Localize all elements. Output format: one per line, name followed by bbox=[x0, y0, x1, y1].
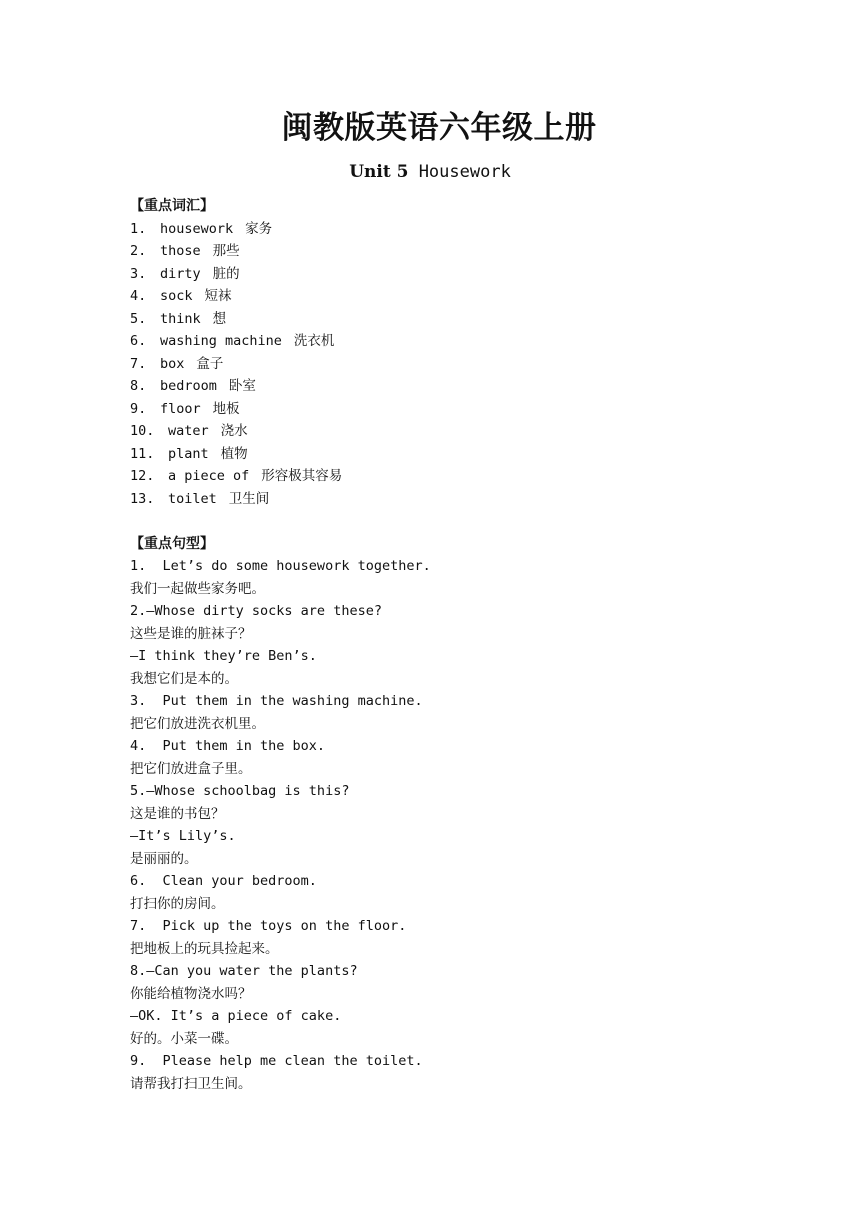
sentence-en: —OK. It’s a piece of cake. bbox=[130, 1008, 342, 1024]
sentence-zh: 我们一起做些家务吧。 bbox=[130, 580, 265, 597]
sentence-en: 6. Clean your bedroom. bbox=[130, 873, 317, 889]
unit-title bbox=[0, 158, 860, 186]
sentence-en: 9. Please help me clean the toilet. bbox=[130, 1053, 423, 1069]
vocab-item: 4. sock 短袜 bbox=[130, 288, 232, 304]
vocab-item: 7. box 盒子 bbox=[130, 355, 224, 372]
unit-label: Unit 5 bbox=[349, 162, 409, 182]
sentence-zh: 是丽丽的。 bbox=[130, 850, 198, 867]
sentence-en: 1. Let’s do some housework together. bbox=[130, 558, 431, 574]
sentence-zh: 请帮我打扫卫生间。 bbox=[130, 1075, 252, 1092]
sentence-list bbox=[130, 555, 750, 1095]
sentence-zh: 把地板上的玩具捡起来。 bbox=[130, 940, 279, 957]
document-body bbox=[130, 195, 750, 1095]
document-title: 闽教版英语六年级上册 bbox=[281, 110, 597, 146]
vocab-item: 3. dirty 脏的 bbox=[130, 265, 240, 282]
sentence-zh: 这些是谁的脏袜子？ bbox=[130, 625, 252, 642]
sentence-en: 3. Put them in the washing machine. bbox=[130, 693, 423, 709]
sentence-en: 7. Pick up the toys on the floor. bbox=[130, 918, 407, 934]
vocab-item: 8. bedroom 卧室 bbox=[130, 378, 256, 394]
sentence-en: —It’s Lily’s. bbox=[130, 828, 236, 844]
vocab-item: 1. housework 家务 bbox=[130, 220, 273, 237]
sentence-zh: 这是谁的书包？ bbox=[130, 805, 225, 822]
vocab-item: 10. water 浇水 bbox=[130, 423, 248, 439]
vocab-heading: 【重点词汇】 bbox=[130, 198, 214, 214]
vocab-item: 2. those 那些 bbox=[130, 243, 240, 259]
sentence-en: 4. Put them in the box. bbox=[130, 738, 326, 754]
unit-name: Housework bbox=[418, 162, 511, 182]
vocab-item: 9. floor 地板 bbox=[130, 400, 240, 417]
vocab-list bbox=[130, 218, 750, 511]
sentence-en: 8.—Can you water the plants? bbox=[130, 963, 358, 979]
vocab-item: 6. washing machine 洗衣机 bbox=[130, 333, 335, 349]
sentences-heading: 【重点句型】 bbox=[130, 535, 214, 552]
vocab-item: 11. plant 植物 bbox=[130, 445, 248, 462]
sentence-zh: 好的。小菜一碟。 bbox=[130, 1030, 238, 1047]
sentence-en: 2.—Whose dirty socks are these? bbox=[130, 603, 382, 619]
section-spacer bbox=[130, 510, 750, 533]
sentence-en: —I think they’re Ben’s. bbox=[130, 648, 317, 664]
sentence-en: 5.—Whose schoolbag is this? bbox=[130, 783, 350, 799]
vocab-item: 12. a piece of 形容极其容易 bbox=[130, 468, 343, 484]
vocab-item: 5. think 想 bbox=[130, 310, 227, 327]
sentence-zh: 把它们放进洗衣机里。 bbox=[130, 715, 265, 732]
vocab-item: 13. toilet 卫生间 bbox=[130, 490, 270, 507]
sentence-zh: 把它们放进盒子里。 bbox=[130, 760, 252, 777]
sentence-zh: 你能给植物浇水吗？ bbox=[130, 985, 252, 1002]
sentence-zh: 我想它们是本的。 bbox=[130, 670, 238, 687]
sentence-zh: 打扫你的房间。 bbox=[130, 895, 225, 912]
